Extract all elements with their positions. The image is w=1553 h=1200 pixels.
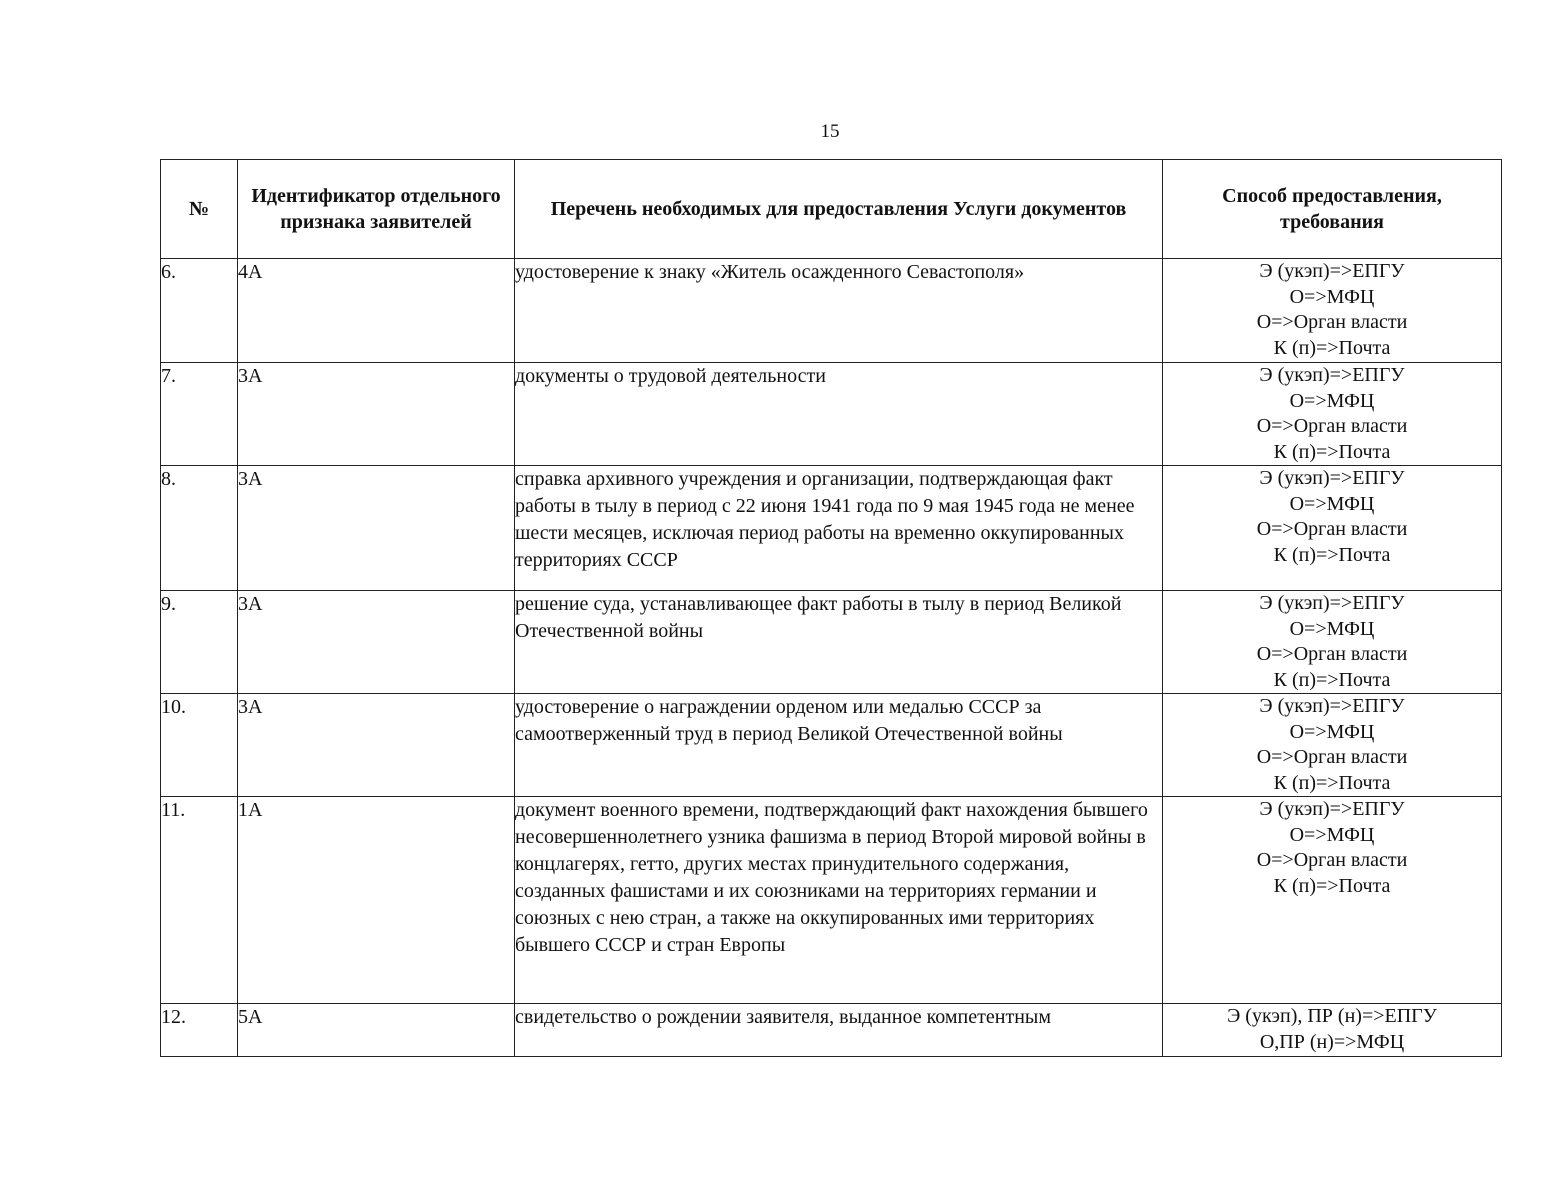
row-document: справка архивного учреждения и организации, подтверждающая факт работы в тылу в период с 22 июня 1941 года по 9 мая 1945 года не менее шести месяцев, исключая период работы на временно оккупированных территориях СССР bbox=[515, 466, 1163, 591]
method-line: О=>Орган власти bbox=[1256, 643, 1408, 665]
row-methods bbox=[1163, 466, 1502, 591]
header-identifier: Идентификатор отдельного признака заявителей bbox=[238, 160, 515, 259]
method-line: О=>Орган власти bbox=[1256, 311, 1408, 333]
method-line: О=>Орган власти bbox=[1256, 849, 1408, 871]
method-line: О,ПР (н)=>МФЦ bbox=[1259, 1030, 1405, 1053]
table-row bbox=[161, 466, 1502, 591]
method-line: Э (укэп)=>ЕПГУ bbox=[1259, 260, 1405, 282]
row-num: 8. bbox=[161, 466, 238, 591]
header-documents: Перечень необходимых для предоставления Услуги документов bbox=[515, 160, 1163, 259]
row-methods bbox=[1163, 363, 1502, 466]
table-header-row bbox=[161, 160, 1502, 259]
row-identifier: 4А bbox=[238, 259, 515, 363]
row-document: удостоверение к знаку «Житель осажденного Севастополя» bbox=[515, 259, 1163, 363]
row-methods bbox=[1163, 797, 1502, 1004]
row-methods bbox=[1163, 591, 1502, 694]
method-line: Э (укэп)=>ЕПГУ bbox=[1259, 592, 1405, 614]
row-document: свидетельство о рождении заявителя, выданное компетентным bbox=[515, 1004, 1163, 1057]
table-row bbox=[161, 259, 1502, 363]
row-document: документы о трудовой деятельности bbox=[515, 363, 1163, 466]
method-line: О=>Орган власти bbox=[1256, 518, 1408, 540]
method-line: О=>Орган власти bbox=[1256, 746, 1408, 768]
row-identifier: 5А bbox=[238, 1004, 515, 1057]
method-line: О=>МФЦ bbox=[1289, 285, 1375, 308]
method-line: О=>Орган власти bbox=[1256, 415, 1408, 437]
method-line: О=>МФЦ bbox=[1289, 492, 1375, 515]
header-method: Способ предоставления, требования bbox=[1163, 160, 1502, 259]
row-methods bbox=[1163, 1004, 1502, 1057]
method-line: Э (укэп)=>ЕПГУ bbox=[1259, 695, 1405, 717]
row-document: документ военного времени, подтверждающий факт нахождения бывшего несовершеннолетнего узника фашизма в период Второй мировой войны в концлагерях, гетто, других местах принудительного содержания, созданных фашистами и их союзниками на территориях германии и союзных с нею стран, а также на оккупированных ими территориях бывшего СССР и стран Европы bbox=[515, 797, 1163, 1004]
row-num: 11. bbox=[161, 797, 238, 1004]
method-line: О=>МФЦ bbox=[1289, 389, 1375, 412]
method-line: К (п)=>Почта bbox=[1273, 874, 1391, 897]
row-identifier: 3А bbox=[238, 466, 515, 591]
method-line: Э (укэп)=>ЕПГУ bbox=[1259, 467, 1405, 489]
method-line: О=>МФЦ bbox=[1289, 617, 1375, 640]
method-line: О=>МФЦ bbox=[1289, 720, 1375, 743]
method-line: К (п)=>Почта bbox=[1273, 668, 1391, 691]
row-num: 12. bbox=[161, 1004, 238, 1057]
row-identifier: 3А bbox=[238, 694, 515, 797]
method-line: К (п)=>Почта bbox=[1273, 440, 1391, 463]
table-row bbox=[161, 694, 1502, 797]
row-document: решение суда, устанавливающее факт работы в тылу в период Великой Отечественной войны bbox=[515, 591, 1163, 694]
row-methods bbox=[1163, 694, 1502, 797]
row-num: 6. bbox=[161, 259, 238, 363]
method-line: Э (укэп)=>ЕПГУ bbox=[1259, 364, 1405, 386]
method-line: К (п)=>Почта bbox=[1273, 336, 1391, 359]
method-line: Э (укэп), ПР (н)=>ЕПГУ bbox=[1227, 1005, 1437, 1027]
row-identifier: 3А bbox=[238, 591, 515, 694]
table-row bbox=[161, 797, 1502, 1004]
page-number: 15 bbox=[820, 121, 840, 142]
row-identifier: 3А bbox=[238, 363, 515, 466]
method-line: К (п)=>Почта bbox=[1273, 543, 1391, 566]
row-num: 10. bbox=[161, 694, 238, 797]
header-num: № bbox=[161, 160, 238, 259]
table-row bbox=[161, 1004, 1502, 1057]
table-row bbox=[161, 363, 1502, 466]
row-num: 9. bbox=[161, 591, 238, 694]
row-num: 7. bbox=[161, 363, 238, 466]
table-row bbox=[161, 591, 1502, 694]
documents-table bbox=[160, 159, 1502, 1057]
method-line: О=>МФЦ bbox=[1289, 823, 1375, 846]
row-methods bbox=[1163, 259, 1502, 363]
row-document: удостоверение о награждении орденом или медалью СССР за самоотверженный труд в период Великой Отечественной войны bbox=[515, 694, 1163, 797]
row-identifier: 1А bbox=[238, 797, 515, 1004]
method-line: Э (укэп)=>ЕПГУ bbox=[1259, 798, 1405, 820]
method-line: К (п)=>Почта bbox=[1273, 771, 1391, 794]
